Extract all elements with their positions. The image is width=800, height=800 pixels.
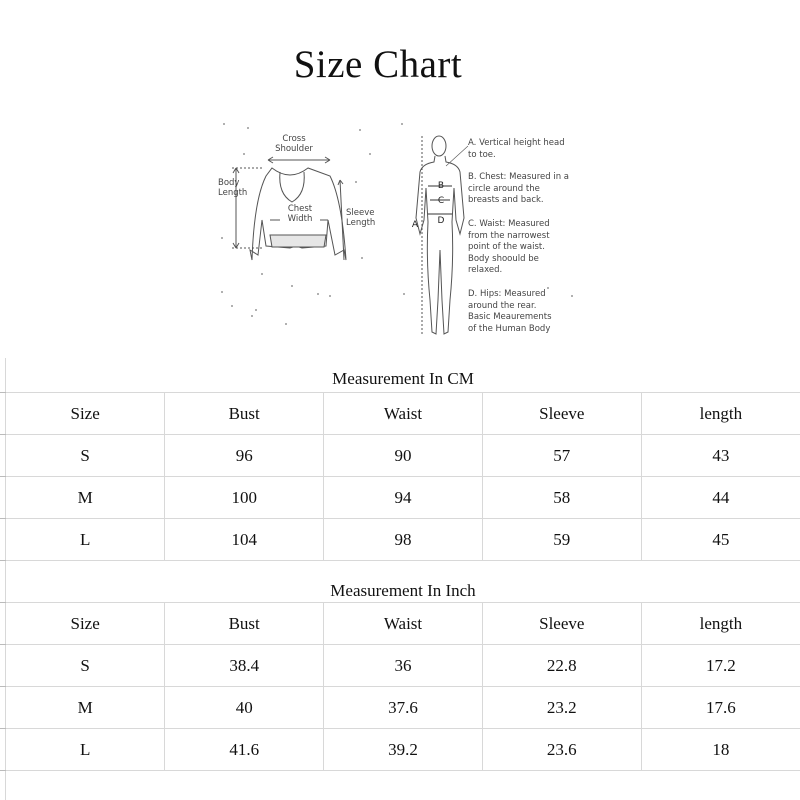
cell-length: 43: [641, 435, 800, 477]
cell-length: 18: [641, 729, 800, 771]
cell-sleeve: 57: [482, 435, 641, 477]
cell-size: L: [6, 519, 165, 561]
table-header-row: [6, 603, 800, 645]
cell-bust: 104: [165, 519, 324, 561]
cell-waist: 98: [324, 519, 483, 561]
cell-bust: 100: [165, 477, 324, 519]
table-row: [6, 519, 800, 561]
inch-measurement-table: [6, 602, 800, 771]
cell-waist: 36: [324, 645, 483, 687]
table-row: [6, 645, 800, 687]
letter-c: C: [437, 196, 445, 206]
cell-length: 17.2: [641, 645, 800, 687]
cell-sleeve: 23.6: [482, 729, 641, 771]
header-sleeve: Sleeve: [482, 603, 641, 645]
cell-sleeve: 23.2: [482, 687, 641, 729]
table-row: [6, 435, 800, 477]
header-size: Size: [6, 603, 165, 645]
header-length: length: [641, 393, 800, 435]
cell-sleeve: 59: [482, 519, 641, 561]
cell-size: L: [6, 729, 165, 771]
letter-a: A: [411, 220, 419, 230]
cell-waist: 39.2: [324, 729, 483, 771]
cell-length: 45: [641, 519, 800, 561]
cell-length: 44: [641, 477, 800, 519]
cell-bust: 38.4: [165, 645, 324, 687]
cell-sleeve: 22.8: [482, 645, 641, 687]
cell-length: 17.6: [641, 687, 800, 729]
letter-d: D: [437, 216, 445, 226]
chest-width-label: Chest Width: [280, 204, 320, 224]
table-row: [6, 687, 800, 729]
letter-b: B: [437, 181, 445, 191]
cross-shoulder-label: Cross Shoulder: [275, 134, 313, 154]
cell-size: M: [6, 477, 165, 519]
cell-waist: 90: [324, 435, 483, 477]
cell-waist: 94: [324, 477, 483, 519]
body-length-label: Body Length: [218, 178, 248, 198]
note-b: B. Chest: Measured in a circle around the breasts and back.: [468, 172, 569, 205]
cell-bust: 96: [165, 435, 324, 477]
note-a: A. Vertical height head to toe.: [468, 138, 565, 160]
cell-waist: 37.6: [324, 687, 483, 729]
measurement-diagram: [0, 110, 800, 350]
cm-table-title: Measurement In CM: [332, 369, 474, 388]
table-row: [6, 729, 800, 771]
header-waist: Waist: [324, 603, 483, 645]
table-row: [6, 477, 800, 519]
header-bust: Bust: [165, 603, 324, 645]
cm-measurement-table: [6, 392, 800, 561]
cell-sleeve: 58: [482, 477, 641, 519]
cell-size: S: [6, 645, 165, 687]
note-d: D. Hips: Measured around the rear. Basic Meaurements of the Human Body: [468, 289, 552, 334]
header-sleeve: Sleeve: [482, 393, 641, 435]
inch-table-title: Measurement In Inch: [6, 560, 800, 602]
garment-and-body-illustration: [0, 110, 800, 350]
head-icon: [432, 136, 446, 156]
header-size: Size: [6, 393, 165, 435]
note-c: C. Waist: Measured from the narrowest point of the waist. Body shoould be relaxed.: [468, 219, 550, 275]
cell-bust: 41.6: [165, 729, 324, 771]
header-bust: Bust: [165, 393, 324, 435]
cell-bust: 40: [165, 687, 324, 729]
table-header-row: [6, 393, 800, 435]
page-title: Size Chart: [293, 43, 463, 86]
cell-size: S: [6, 435, 165, 477]
header-waist: Waist: [324, 393, 483, 435]
cell-size: M: [6, 687, 165, 729]
measurement-sheet: [0, 358, 800, 800]
sleeve-length-label: Sleeve Length: [346, 208, 376, 228]
header-length: length: [641, 603, 800, 645]
